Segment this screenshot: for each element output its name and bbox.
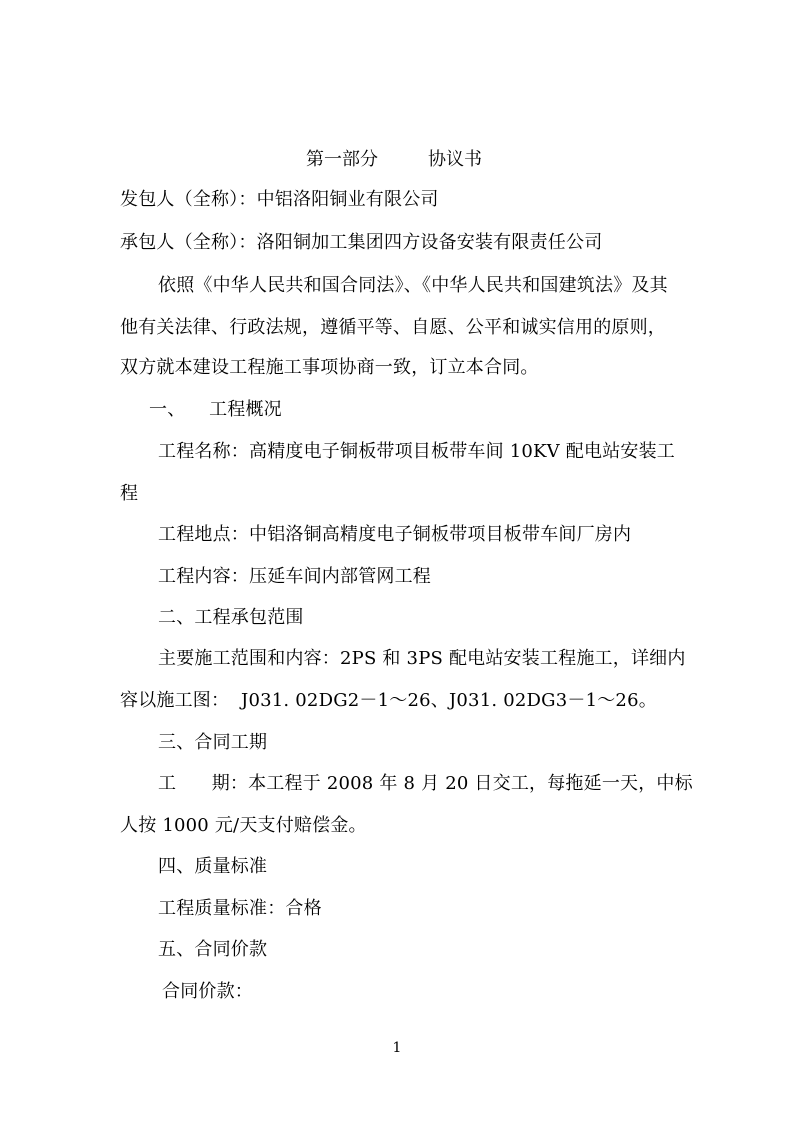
title-part: 第一部分 bbox=[306, 149, 378, 170]
project-name-line-1: 工程名称：高精度电子铜板带项目板带车间 10KV 配电站安装工 bbox=[158, 441, 675, 462]
scope-line-1: 主要施工范围和内容：2PS 和 3PS 配电站安装工程施工，详细内 bbox=[158, 648, 686, 669]
section5-heading: 五、合同价款 bbox=[158, 939, 268, 960]
title-name: 协议书 bbox=[428, 149, 482, 170]
section4-heading: 四、质量标准 bbox=[158, 856, 268, 877]
section3-heading: 三、合同工期 bbox=[158, 732, 268, 753]
party-a-line: 发包人（全称）：中铝洛阳铜业有限公司 bbox=[120, 189, 439, 210]
section1-heading: 一、 工程概况 bbox=[149, 399, 282, 420]
party-b-line: 承包人（全称）：洛阳铜加工集团四方设备安装有限责任公司 bbox=[120, 232, 603, 253]
page-title bbox=[306, 149, 482, 171]
scope-line-2: 容以施工图： J031. 02DG2－1～26、J031. 02DG3－1～26。 bbox=[120, 690, 657, 711]
schedule-line-1: 工 期：本工程于 2008 年 8 月 20 日交工，每拖延一天，中标 bbox=[158, 773, 693, 794]
intro-line-3: 双方就本建设工程施工事项协商一致，订立本合同。 bbox=[120, 357, 539, 378]
page-number: 1 bbox=[392, 1040, 402, 1056]
intro-line-1: 依照《中华人民共和国合同法》、《中华人民共和国建筑法》及其 bbox=[158, 275, 668, 296]
schedule-line-2: 人按 1000 元/天支付赔偿金。 bbox=[120, 815, 367, 836]
contract-price: 合同价款： bbox=[162, 981, 253, 1002]
project-name-line-2: 程 bbox=[120, 483, 139, 504]
project-location: 工程地点：中铝洛铜高精度电子铜板带项目板带车间厂房内 bbox=[158, 524, 632, 545]
intro-line-2: 他有关法律、行政法规，遵循平等、自愿、公平和诚实信用的原则， bbox=[120, 317, 666, 338]
section2-heading: 二、工程承包范围 bbox=[158, 607, 304, 628]
quality-standard: 工程质量标准：合格 bbox=[158, 898, 322, 919]
project-content: 工程内容：压延车间内部管网工程 bbox=[158, 566, 431, 587]
